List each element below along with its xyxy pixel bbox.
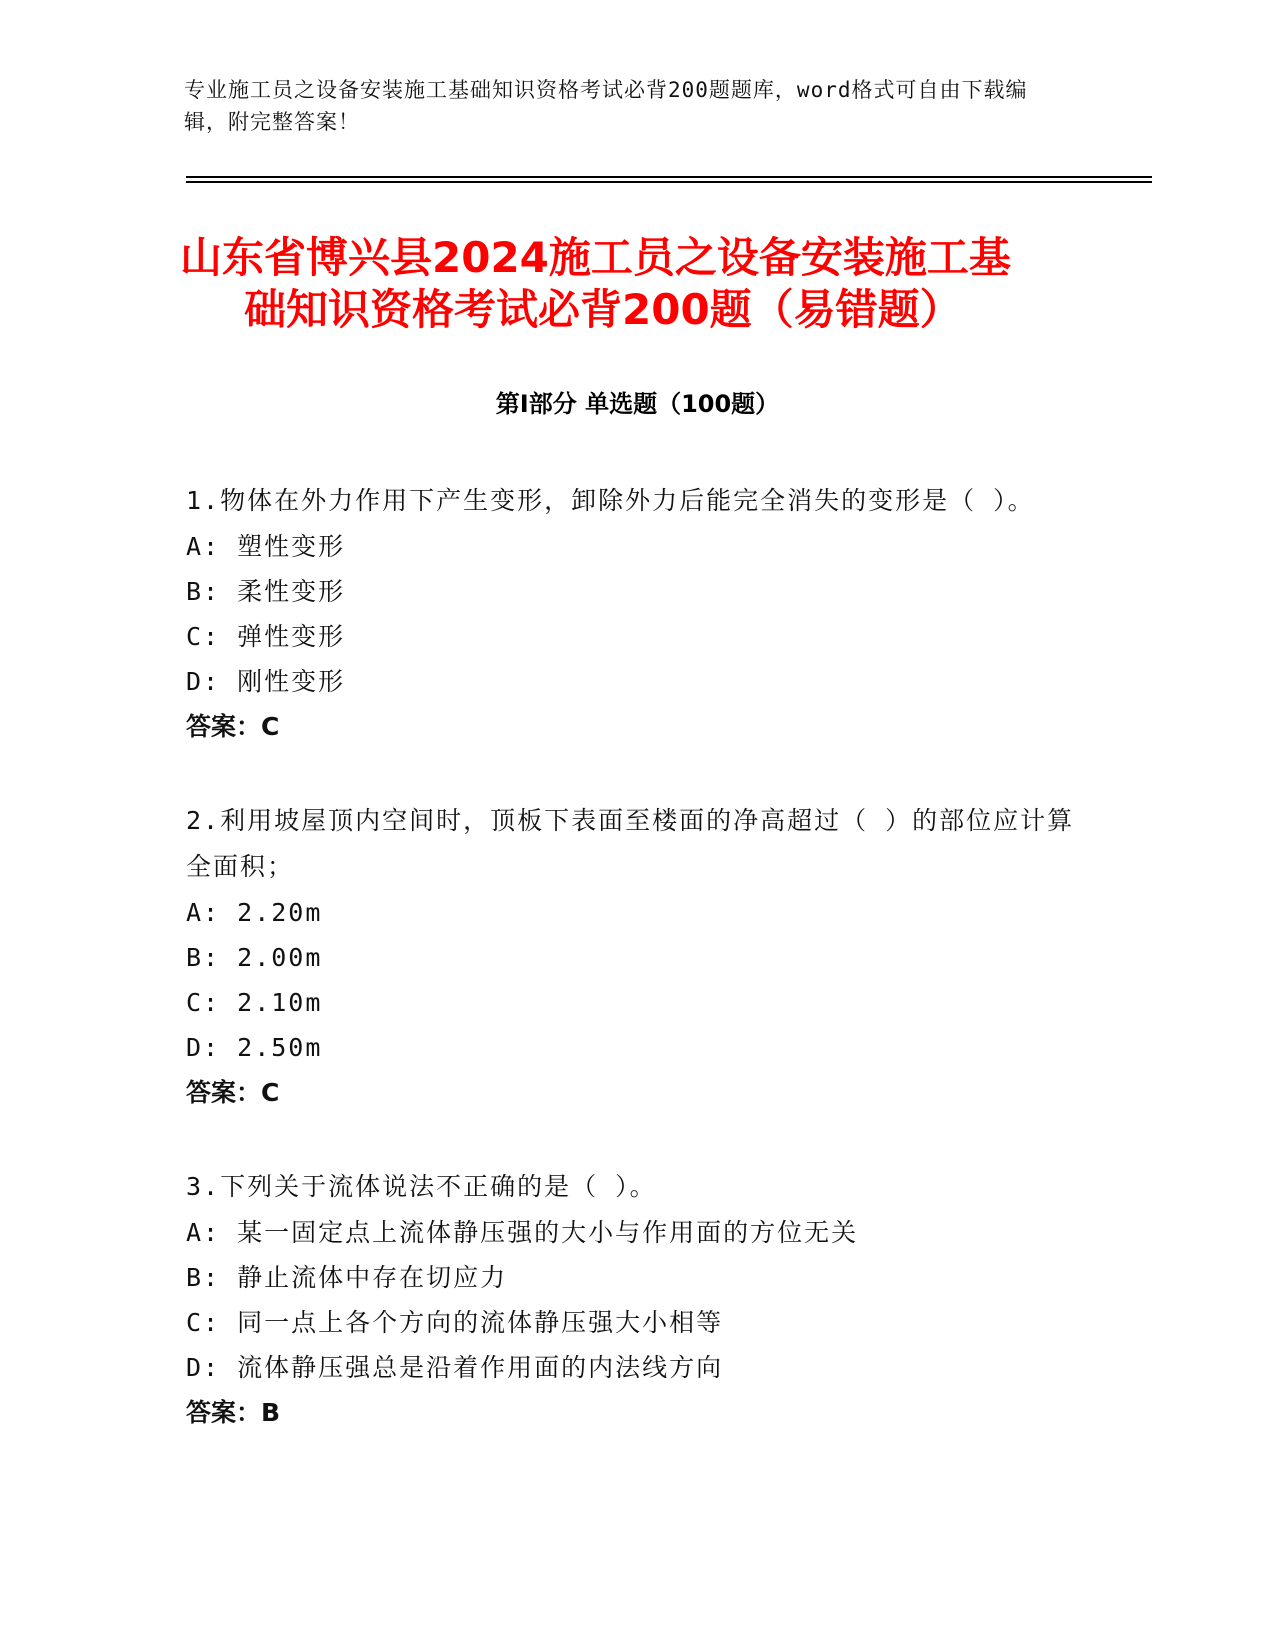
answer: 答案：C (186, 1078, 280, 1107)
option-d: D: 流体静压强总是沿着作用面的内法线方向 (186, 1353, 724, 1382)
option-c: C: 同一点上各个方向的流体静压强大小相等 (186, 1308, 724, 1337)
answer: 答案：B (186, 1398, 281, 1427)
option-a: A: 2.20m (186, 898, 323, 927)
option-a: A: 某一固定点上流体静压强的大小与作用面的方位无关 (186, 1218, 859, 1247)
question-stem: 3.下列关于流体说法不正确的是（ ）。 (186, 1172, 657, 1201)
option-c: C: 弹性变形 (186, 622, 346, 651)
question-1 (186, 478, 1086, 750)
question-2 (186, 798, 1086, 1116)
question-list (186, 478, 1086, 1484)
question-stem: 2.利用坡屋顶内空间时，顶板下表面至楼面的净高超过（ ）的部位应计算全面积； (186, 806, 1075, 881)
header-rule-bottom (186, 181, 1152, 183)
option-d: D: 刚性变形 (186, 667, 346, 696)
option-b: B: 柔性变形 (186, 577, 346, 606)
option-b: B: 静止流体中存在切应力 (186, 1263, 508, 1292)
question-3 (186, 1164, 1086, 1436)
option-d: D: 2.50m (186, 1033, 323, 1062)
header-rule-top (186, 176, 1152, 178)
document-title (180, 232, 1080, 336)
option-c: C: 2.10m (186, 988, 323, 1017)
option-a: A: 塑性变形 (186, 532, 346, 561)
answer: 答案：C (186, 712, 280, 741)
question-stem: 1.物体在外力作用下产生变形，卸除外力后能完全消失的变形是（ ）。 (186, 486, 1035, 515)
section-title: 第Ⅰ部分 单选题（100题） (495, 390, 780, 418)
document-title-line-1: 山东省博兴县2024施工员之设备安装施工基 (180, 233, 1011, 282)
option-b: B: 2.00m (186, 943, 323, 972)
document-title-line-2: 础知识资格考试必背200题（易错题） (244, 285, 962, 334)
header-note: 专业施工员之设备安装施工基础知识资格考试必背200题题库，word格式可自由下载编辑，附完整答案！ (184, 78, 1028, 134)
